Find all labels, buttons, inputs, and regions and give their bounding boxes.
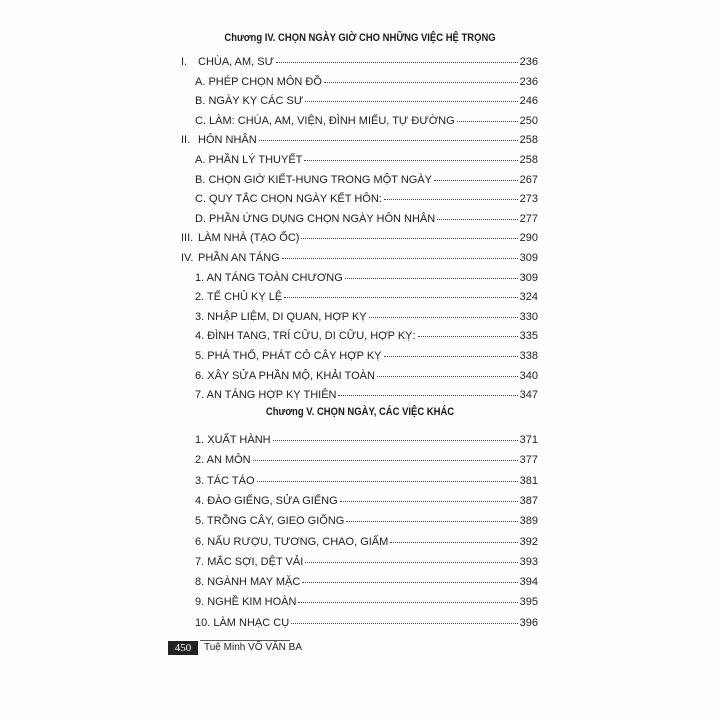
toc-entry-label: HÔN NHÂN bbox=[198, 134, 257, 147]
toc-entry-number: I. bbox=[181, 56, 188, 68]
toc-entry-page: 396 bbox=[519, 616, 538, 629]
toc-entry-label: 2. AN MÔN bbox=[195, 454, 251, 467]
toc-entry bbox=[195, 595, 538, 609]
toc-entry bbox=[195, 192, 538, 206]
dot-leader bbox=[305, 100, 517, 102]
toc-entry-label: PHẦN AN TÁNG bbox=[198, 252, 280, 264]
toc-entry bbox=[195, 616, 538, 630]
toc-entry-page: 335 bbox=[519, 330, 538, 343]
dot-leader bbox=[301, 237, 517, 239]
toc-entry-label: 7. AN TÁNG HỢP KỴ THIÊN bbox=[195, 389, 337, 402]
toc-entry-page: 394 bbox=[519, 576, 538, 589]
toc-entry-page: 393 bbox=[519, 555, 538, 568]
toc-entry-page: 236 bbox=[519, 75, 538, 88]
dot-leader bbox=[324, 81, 518, 83]
toc-entry bbox=[181, 251, 538, 265]
toc-entry-page: 377 bbox=[519, 454, 538, 467]
toc-entry-label: B. NGÀY KỴ CÁC SƯ bbox=[195, 95, 304, 108]
dot-leader bbox=[437, 218, 517, 220]
toc-entry bbox=[195, 94, 538, 108]
toc-entry-label: D. PHẦN ỨNG DỤNG CHỌN NGÀY HÔN NHÂN bbox=[195, 212, 436, 225]
toc-entry-page: 381 bbox=[519, 474, 538, 487]
toc-entry bbox=[195, 329, 538, 343]
toc-entry-page: 258 bbox=[519, 134, 538, 147]
toc-entry-label: 9. NGHỀ KIM HOÀN bbox=[195, 596, 297, 609]
toc-entry-label: 5. TRỒNG CÂY, GIEO GIỐNG bbox=[195, 515, 345, 528]
toc-entry bbox=[181, 231, 538, 245]
dot-leader bbox=[418, 335, 518, 337]
toc-entry-page: 392 bbox=[519, 535, 538, 548]
toc-entry-label: 3. TÁC TÁO bbox=[195, 474, 255, 487]
toc-entry-number: II. bbox=[181, 134, 191, 147]
toc-entry bbox=[195, 453, 538, 467]
toc-entry-page: 387 bbox=[519, 494, 538, 507]
dot-leader bbox=[390, 541, 517, 543]
toc-entry bbox=[195, 349, 538, 363]
dot-leader bbox=[304, 159, 517, 161]
dot-leader bbox=[384, 198, 518, 200]
toc-entry-page: 340 bbox=[519, 369, 538, 382]
toc-entry bbox=[195, 290, 538, 304]
toc-entry-page: 267 bbox=[519, 173, 538, 186]
toc-entry-page: 330 bbox=[519, 310, 538, 323]
toc-entry-page: 250 bbox=[519, 114, 538, 127]
toc-entry bbox=[195, 153, 538, 167]
chapter-4-title: Chương IV. CHỌN NGÀY GIỜ CHO NHỮNG VIỆC HỆ TRỌNG bbox=[224, 32, 496, 44]
toc-entry-label: 5. PHÁ THỔ, PHÁT CỎ CÂY HỢP KỴ bbox=[195, 350, 382, 362]
dot-leader bbox=[305, 561, 517, 563]
toc-entry bbox=[195, 474, 538, 488]
toc-entry bbox=[195, 173, 538, 187]
dot-leader bbox=[257, 480, 518, 482]
dot-leader bbox=[282, 257, 518, 259]
dot-leader bbox=[291, 622, 518, 624]
toc-entry bbox=[195, 271, 538, 285]
toc-entry-page: 258 bbox=[519, 154, 538, 166]
toc-entry-label: 4. ĐÀO GIẾNG, SỬA GIẾNG bbox=[195, 494, 338, 507]
dot-leader bbox=[276, 61, 518, 63]
dot-leader bbox=[298, 601, 517, 603]
dot-leader bbox=[377, 375, 518, 377]
toc-entry bbox=[195, 75, 538, 89]
toc-entry-label: 1. AN TÁNG TOÀN CHƯƠNG bbox=[195, 271, 343, 284]
toc-entry bbox=[195, 555, 538, 569]
toc-entry-page: 277 bbox=[519, 212, 538, 225]
toc-entry-label: 6. XÂY SỬA PHẦN MỘ, KHẢI TOÀN bbox=[195, 369, 375, 382]
toc-entry-label: CHÙA, AM, SƯ bbox=[198, 56, 275, 68]
toc-entry-page: 324 bbox=[519, 291, 538, 304]
toc-entry-label: A. PHÉP CHỌN MÔN ĐỒ bbox=[195, 75, 322, 88]
toc-entry bbox=[195, 114, 538, 128]
dot-leader bbox=[369, 316, 518, 318]
toc-entry-label: C. LÀM: CHÙA, AM, VIỆN, ĐÌNH MIẾU, TỰ ĐƯỜNG bbox=[195, 114, 455, 127]
toc-entry-label: A. PHẦN LÝ THUYẾT bbox=[195, 154, 303, 166]
toc-entry bbox=[195, 212, 538, 226]
toc-entry-label: 1. XUẤT HÀNH bbox=[195, 434, 271, 446]
toc-entry bbox=[181, 133, 538, 147]
toc-entry bbox=[195, 514, 538, 528]
dot-leader bbox=[284, 296, 517, 298]
dot-leader bbox=[338, 394, 517, 396]
toc-entry-page: 246 bbox=[519, 95, 538, 108]
toc-entry-label: 2. TẾ CHỦ KỴ LỆ bbox=[195, 291, 283, 304]
toc-entry bbox=[181, 55, 538, 69]
toc-entry-page: 273 bbox=[519, 193, 538, 206]
dot-leader bbox=[253, 459, 518, 461]
toc-entry-page: 338 bbox=[519, 350, 538, 362]
chapter-5-title: Chương V. CHỌN NGÀY, CÁC VIỆC KHÁC bbox=[265, 406, 455, 418]
toc-entry-page: 309 bbox=[519, 252, 538, 264]
toc-entry bbox=[195, 388, 538, 402]
dot-leader bbox=[457, 120, 518, 122]
toc-entry bbox=[195, 575, 538, 589]
toc-entry-label: 3. NHẬP LIỆM, DI QUAN, HỢP KỴ bbox=[195, 310, 367, 323]
toc-entry-page: 309 bbox=[519, 271, 538, 284]
toc-entry bbox=[195, 535, 538, 549]
toc-entry-label: 7. MẮC SỢI, DỆT VẢI bbox=[195, 555, 304, 568]
footer-author: Tuệ Minh VÕ VĂN BA bbox=[204, 642, 302, 653]
toc-entry-page: 236 bbox=[519, 56, 538, 68]
toc-entry-number: IV. bbox=[181, 252, 194, 264]
dot-leader bbox=[302, 581, 517, 583]
toc-entry-label: 10. LÀM NHẠC CỤ bbox=[195, 616, 290, 629]
dot-leader bbox=[340, 500, 518, 502]
toc-entry-label: B. CHỌN GIỜ KIẾT-HUNG TRONG MỘT NGÀY bbox=[195, 173, 432, 186]
toc-entry-number: III. bbox=[181, 232, 194, 245]
toc-entry-label: 4. ĐÌNH TANG, TRÍ CỮU, DI CỮU, HỢP KỴ: bbox=[195, 330, 416, 343]
dot-leader bbox=[346, 520, 517, 522]
dot-leader bbox=[259, 139, 518, 141]
toc-entry bbox=[195, 310, 538, 324]
toc-entry-label: 6. NẤU RƯỢU, TƯƠNG, CHAO, GIẤM bbox=[195, 535, 389, 548]
dot-leader bbox=[345, 277, 518, 279]
toc-entry-page: 290 bbox=[519, 232, 538, 245]
toc-entry-label: 8. NGÀNH MAY MẶC bbox=[195, 576, 301, 589]
toc-entry bbox=[195, 433, 538, 447]
toc-entry-page: 371 bbox=[519, 434, 538, 446]
toc-entry bbox=[195, 494, 538, 508]
toc-entry-page: 395 bbox=[519, 596, 538, 609]
toc-entry-label: C. QUY TẮC CHỌN NGÀY KẾT HÔN: bbox=[195, 193, 382, 206]
dot-leader bbox=[434, 179, 518, 181]
dot-leader bbox=[384, 355, 518, 357]
toc-entry-page: 389 bbox=[519, 515, 538, 528]
dot-leader bbox=[273, 439, 518, 441]
toc-entry bbox=[195, 369, 538, 383]
toc-entry-page: 347 bbox=[519, 389, 538, 402]
footer-page-number: 450 bbox=[168, 641, 198, 655]
toc-entry-label: LÀM NHÀ (TẠO ỐC) bbox=[198, 232, 300, 245]
